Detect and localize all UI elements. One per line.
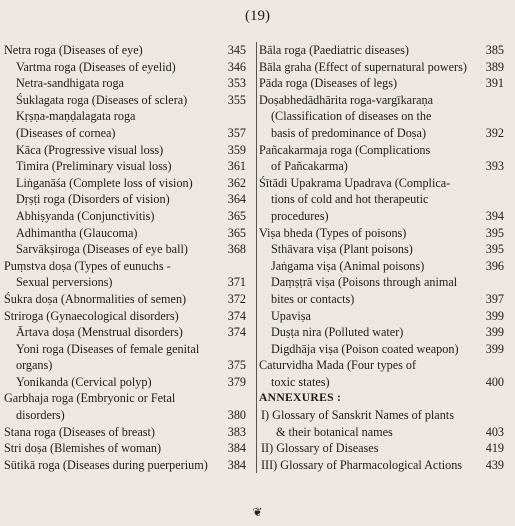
toc-entry-title: tions of cold and hot therapeutic <box>271 192 429 207</box>
toc-entry-page: 364 <box>227 192 246 207</box>
toc-entry-page: 371 <box>227 275 246 290</box>
toc-entry-page: 379 <box>227 374 246 389</box>
toc-entry <box>4 341 246 358</box>
toc-entry-page: 355 <box>227 92 246 107</box>
toc-entry-title: Pañcakarmaja roga (Complications <box>259 142 431 157</box>
toc-entry-page: 395 <box>485 225 504 240</box>
toc-entry-page: 374 <box>227 325 246 340</box>
toc-entry-title: Liṅganāśa (Complete loss of vision) <box>16 175 193 190</box>
toc-entry-title: Pāda roga (Diseases of legs) <box>259 76 398 91</box>
toc-entry <box>4 42 246 59</box>
toc-entry-title: Caturvidha Mada (Four types of <box>259 358 417 373</box>
toc-entry <box>4 407 246 424</box>
toc-entry-title: Upaviṣa <box>271 308 311 323</box>
toc-entry <box>4 374 246 391</box>
toc-entry-title: & their botanical names <box>276 424 393 439</box>
toc-entry <box>259 241 504 258</box>
toc-entry-title: Sthāvara viṣa (Plant poisons) <box>271 242 413 257</box>
toc-entry-title: (Classification of diseases on the <box>271 109 432 124</box>
toc-entry <box>4 424 246 441</box>
toc-entry-page: 345 <box>227 43 246 57</box>
toc-entry <box>259 357 504 374</box>
toc-entry-page: 391 <box>485 76 504 91</box>
toc-entry-title: procedures) <box>271 208 329 223</box>
toc-entry <box>4 241 246 258</box>
annexure-entry <box>259 407 504 424</box>
toc-entry-page: 439 <box>485 457 504 472</box>
toc-entry-title: Doṣabhedādhārita roga-vargīkaraṇa <box>259 92 434 107</box>
toc-entry-title: Timira (Preliminary visual loss) <box>16 159 172 174</box>
toc-entry <box>4 274 246 291</box>
toc-entry <box>4 291 246 308</box>
toc-entry-page: 399 <box>485 308 504 323</box>
toc-entry <box>4 108 246 125</box>
toc-entry <box>4 191 246 208</box>
toc-entry-page: 400 <box>485 374 504 389</box>
toc-entry-page: 374 <box>227 308 246 323</box>
toc-entry-page: 393 <box>485 159 504 174</box>
toc-entry <box>4 258 246 275</box>
toc-entry <box>259 291 504 308</box>
toc-entry-title: of Pañcakarma) <box>271 159 348 174</box>
toc-entry-page: 389 <box>485 59 504 74</box>
toc-entry-title: Jaṅgama viṣa (Animal poisons) <box>271 258 425 273</box>
toc-entry-page: 384 <box>227 457 246 472</box>
toc-entry-page: 394 <box>485 208 504 223</box>
toc-entry-page: 353 <box>227 76 246 91</box>
toc-entry-title: Digdhāja viṣa (Poison coated weapon) <box>271 341 459 356</box>
toc-entry <box>259 108 504 125</box>
toc-entry-page: 399 <box>485 341 504 356</box>
toc-entry <box>259 191 504 208</box>
toc-entry-page: 419 <box>485 441 504 456</box>
toc-entry <box>259 42 504 59</box>
toc-entry <box>4 92 246 109</box>
toc-entry-page: 362 <box>227 175 246 190</box>
toc-entry-title: ANNEXURES : <box>259 391 342 405</box>
toc-entry-page: 396 <box>485 258 504 273</box>
toc-entry <box>4 75 246 92</box>
toc-entry <box>259 341 504 358</box>
toc-entry <box>4 175 246 192</box>
toc-entry-title: bites or contacts) <box>271 291 355 306</box>
toc-entry-title: Sarvākṣiroga (Diseases of eye ball) <box>16 242 188 257</box>
toc-entry-page: 365 <box>227 208 246 223</box>
annexure-entry <box>259 440 504 457</box>
toc-entry <box>4 457 246 474</box>
toc-entry-title: Kṛṣṇa-maṇḍalagata roga <box>16 109 136 124</box>
toc-entry-title: Vartma roga (Diseases of eyelid) <box>16 59 176 74</box>
toc-entry-page: 375 <box>227 358 246 373</box>
toc-entry-title: Sūtikā roga (Diseases during puerperium) <box>4 457 208 472</box>
toc-entry <box>259 225 504 242</box>
toc-right-column <box>256 42 504 473</box>
toc-entry-title: Yonikanda (Cervical polyp) <box>16 374 152 389</box>
toc-entry-page: 380 <box>227 408 246 423</box>
toc-entry-page: 392 <box>485 125 504 140</box>
toc-entry-page: 357 <box>227 125 246 140</box>
toc-entry-title: Dṛṣṭi roga (Disorders of vision) <box>16 192 170 207</box>
toc-entry-title: Striroga (Gynaecological disorders) <box>4 308 179 323</box>
toc-entry-title: Śukra doṣa (Abnormalities of semen) <box>4 291 187 306</box>
toc-entry <box>259 59 504 76</box>
toc-entry-page: 385 <box>485 43 504 57</box>
toc-entry-title: Śītādi Upakrama Upadrava (Complica- <box>259 175 451 190</box>
toc-entry <box>259 258 504 275</box>
toc-entry <box>259 308 504 325</box>
toc-entry-title: Viṣa bheda (Types of poisons) <box>259 225 407 240</box>
toc-entry <box>4 208 246 225</box>
toc-entry <box>4 390 246 407</box>
toc-entry-title: Stri doṣa (Blemishes of woman) <box>4 441 162 456</box>
toc-entry-title: Netra roga (Diseases of eye) <box>4 43 143 57</box>
toc-entry <box>259 324 504 341</box>
toc-entry-page: 395 <box>485 242 504 257</box>
toc-entry <box>4 225 246 242</box>
toc-entry-page: 368 <box>227 242 246 257</box>
toc-entry-title: Kāca (Progressive visual loss) <box>16 142 164 157</box>
toc-entry <box>4 59 246 76</box>
toc-entry-title: toxic states) <box>271 374 330 389</box>
toc-entry <box>4 357 246 374</box>
toc-entry <box>259 142 504 159</box>
toc-entry-page: 372 <box>227 291 246 306</box>
annexure-entry <box>259 457 504 474</box>
toc-entry-title: Stana roga (Diseases of breast) <box>4 424 155 439</box>
toc-entry-title: Bāla roga (Paediatric diseases) <box>259 43 409 57</box>
toc-entry-title: I) Glossary of Sanskrit Names of plants <box>261 408 454 423</box>
toc-entry-title: Puṃstva doṣa (Types of eunuchs - <box>4 258 171 273</box>
toc-entry-title: Ārtava doṣa (Menstrual disorders) <box>16 325 183 340</box>
toc-entry-title: organs) <box>16 358 53 373</box>
toc-entry <box>4 142 246 159</box>
toc-entry <box>259 75 504 92</box>
toc-entry-title: Sexual perversions) <box>16 275 113 290</box>
toc-entry-title: Duṣṭa nira (Polluted water) <box>271 325 404 340</box>
toc-entry <box>259 274 504 291</box>
toc-entry-title: III) Glossary of Pharmacological Actions <box>261 457 463 472</box>
toc-entry-page: 359 <box>227 142 246 157</box>
toc-entry-title: Bāla graha (Effect of supernatural powers) <box>259 59 467 74</box>
annexure-entry <box>259 424 504 441</box>
toc-entry-title: II) Glossary of Diseases <box>261 441 379 456</box>
toc-entry-title: (Diseases of cornea) <box>16 125 116 140</box>
annexures-heading <box>259 390 504 407</box>
toc-entry <box>259 92 504 109</box>
toc-entry-title: Daṃṣṭrā viṣa (Poisons through animal <box>271 275 458 290</box>
toc-entry-page: 383 <box>227 424 246 439</box>
toc-entry-title: Yoni roga (Diseases of female genital <box>16 341 200 356</box>
toc-entry <box>259 374 504 391</box>
toc-entry <box>4 158 246 175</box>
toc-entry <box>259 125 504 142</box>
toc-entry <box>259 208 504 225</box>
toc-entry-page: 346 <box>227 59 246 74</box>
ornament-icon: ❦ <box>252 505 263 519</box>
toc-entry-page: 403 <box>485 424 504 439</box>
toc-entry-title: Netra-sandhigata roga <box>16 76 124 91</box>
toc-entry-page: 361 <box>227 159 246 174</box>
toc-entry-title: Garbhaja roga (Embryonic or Fetal <box>4 391 176 406</box>
toc-entry-title: Adhimantha (Glaucoma) <box>16 225 138 240</box>
toc-entry <box>4 440 246 457</box>
toc-entry <box>259 175 504 192</box>
toc-entry-title: Śuklagata roga (Diseases of sclera) <box>16 92 188 107</box>
page-number: (19) <box>245 8 270 24</box>
toc-entry-page: 399 <box>485 325 504 340</box>
toc-entry-title: disorders) <box>16 408 65 423</box>
toc-entry-page: 365 <box>227 225 246 240</box>
toc-entry <box>4 324 246 341</box>
toc-left-column <box>4 42 246 473</box>
toc-entry-title: basis of predominance of Doṣa) <box>271 125 427 140</box>
toc-entry <box>4 125 246 142</box>
toc-entry-page: 384 <box>227 441 246 456</box>
toc-entry <box>4 308 246 325</box>
toc-entry <box>259 158 504 175</box>
toc-entry-title: Abhiṣyanda (Conjunctivitis) <box>16 208 155 223</box>
toc-entry-page: 397 <box>485 291 504 306</box>
